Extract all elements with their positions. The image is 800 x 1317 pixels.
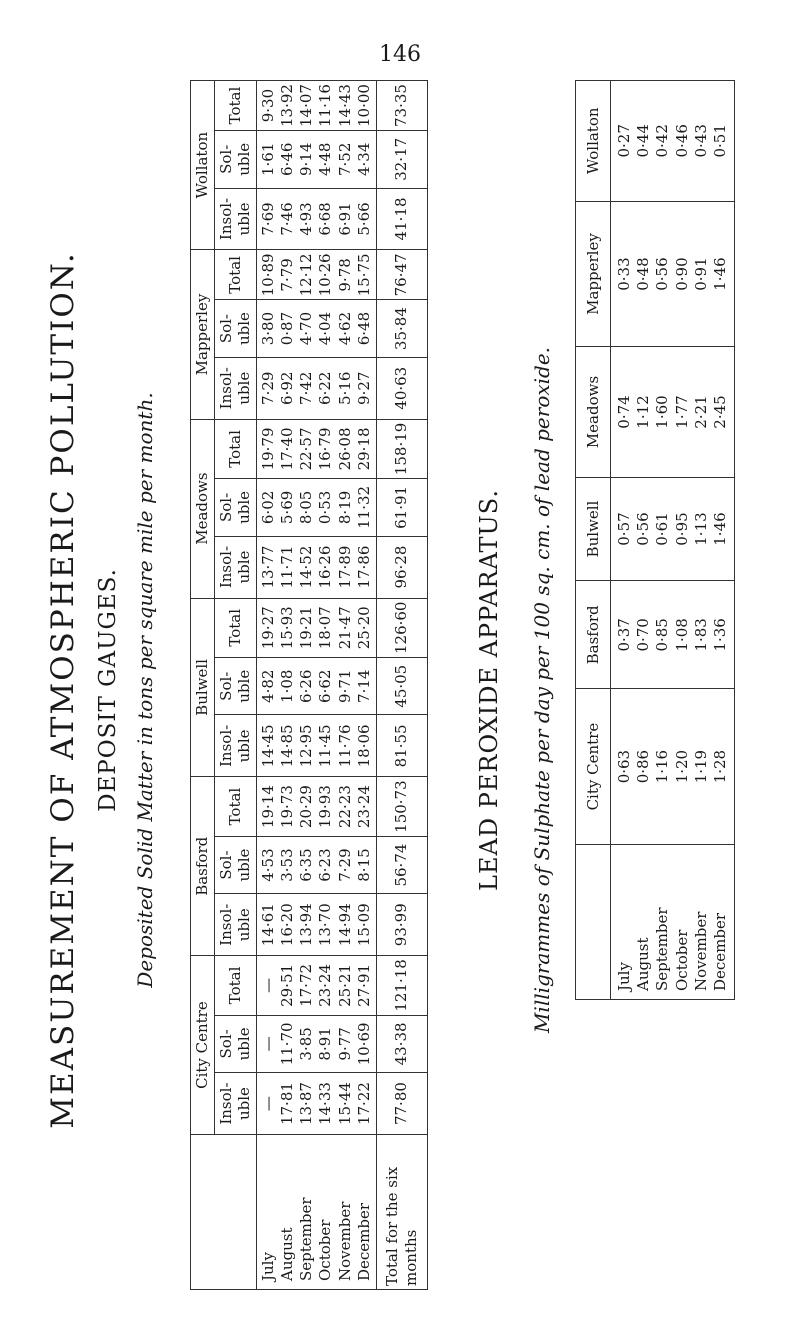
total-value: 61·91 (376, 479, 427, 536)
value-cell: 3·53 (277, 848, 296, 882)
month-label: December (710, 912, 729, 991)
month-label: November (335, 1201, 354, 1281)
value-cell: 5·66 (354, 202, 373, 236)
deposit-subcolumn-header-row (215, 81, 257, 1290)
value-cell: 20·29 (297, 785, 316, 829)
value-column (256, 250, 376, 300)
value-cell: 15·75 (354, 253, 373, 297)
value-cell: 11·71 (277, 545, 296, 589)
deposit-data-row (256, 81, 376, 1290)
lead-table-body (611, 81, 735, 1000)
month-label: October (316, 1219, 335, 1281)
value-cell: 0·95 (672, 512, 691, 546)
month-label: November (691, 911, 710, 991)
value-column (256, 1073, 376, 1135)
station-header: Mapperley (576, 201, 611, 347)
value-cell: 17·40 (277, 427, 296, 471)
value-cell: 18·07 (316, 606, 335, 650)
value-cell: 6·23 (316, 848, 335, 882)
station-header: City Centre (191, 956, 215, 1135)
section-heading-deposit: DEPOSIT GAUGES. (95, 568, 121, 812)
value-cell: 23·24 (316, 963, 335, 1007)
value-cell: 0·42 (653, 124, 672, 158)
value-cell: 7·46 (277, 202, 296, 236)
value-cell: 3·80 (258, 311, 277, 346)
value-cell: 0·44 (634, 124, 653, 158)
value-column (256, 1015, 376, 1072)
value-cell: 12·12 (297, 253, 316, 297)
value-cell: 4·93 (297, 202, 316, 236)
value-column (256, 479, 376, 536)
value-cell: 4·34 (354, 142, 373, 176)
month-label: July (258, 1252, 277, 1281)
value-cell: 1·28 (710, 749, 729, 784)
subcolumn-header: Sol- uble (215, 131, 257, 188)
station-header: City Centre (576, 689, 611, 845)
value-cell: 15·09 (354, 903, 373, 947)
value-cell: 8·15 (354, 848, 373, 882)
subcolumn-header: Insol- uble (215, 715, 257, 777)
value-cell: 2·21 (691, 395, 710, 429)
value-column (256, 419, 376, 479)
value-cell: 6·46 (277, 142, 296, 176)
value-cell: 26·08 (335, 427, 354, 471)
station-header: Bulwell (191, 598, 215, 777)
value-cell: 14·94 (335, 903, 354, 947)
station-header: Wollaton (576, 81, 611, 202)
value-cell: 0·48 (634, 257, 653, 291)
value-cell: 1·16 (653, 749, 672, 784)
value-cell: 14·33 (316, 1082, 335, 1126)
value-cell: 13·87 (297, 1082, 316, 1126)
value-cell: 10·00 (354, 84, 373, 128)
deposit-caption: Deposited Solid Matter in tons per square mile per month. (133, 392, 157, 988)
value-cell: 19·73 (277, 785, 296, 829)
value-column (611, 81, 735, 202)
value-cell: 11·45 (316, 724, 335, 768)
value-column (611, 689, 735, 845)
subcolumn-header: Total (215, 777, 257, 837)
total-value: 32·17 (376, 131, 427, 188)
deposit-table (190, 80, 428, 1290)
value-cell: 23·24 (354, 785, 373, 829)
month-label: September (297, 1197, 316, 1281)
value-cell: 13·70 (316, 903, 335, 947)
value-cell: 19·21 (297, 606, 316, 650)
month-label: August (277, 1227, 296, 1281)
value-cell: 1·12 (634, 395, 653, 429)
lead-data-row (611, 81, 735, 1000)
total-value: 121·18 (376, 956, 427, 1016)
value-cell: 17·89 (335, 545, 354, 589)
value-cell: 6·22 (316, 371, 335, 405)
value-column (611, 347, 735, 477)
value-cell: 1·60 (653, 395, 672, 429)
value-cell: 21·47 (335, 606, 354, 650)
total-value: 77·80 (376, 1073, 427, 1135)
value-column (256, 658, 376, 715)
value-cell: 1·13 (691, 512, 710, 546)
value-cell: — (258, 977, 277, 993)
value-cell: 1·61 (258, 142, 277, 176)
total-label: Total for the six months (376, 1135, 427, 1290)
value-column (611, 477, 735, 581)
value-cell: 0·85 (653, 618, 672, 652)
value-cell: 10·69 (354, 1022, 373, 1066)
value-cell: 19·14 (258, 785, 277, 829)
value-cell: 9·71 (335, 669, 354, 703)
station-header: Bulwell (576, 477, 611, 581)
deposit-station-header-row (191, 81, 215, 1290)
value-cell: 6·48 (354, 311, 373, 346)
month-labels (611, 845, 735, 1000)
value-cell: 6·62 (316, 669, 335, 703)
value-cell: 11·76 (335, 724, 354, 768)
value-cell: 19·93 (316, 785, 335, 829)
value-cell: 8·19 (335, 490, 354, 525)
value-cell: 29·51 (277, 963, 296, 1007)
value-cell: 4·82 (258, 669, 277, 703)
value-cell: 15·93 (277, 606, 296, 650)
value-cell: 11·16 (316, 84, 335, 128)
value-cell: 6·02 (258, 490, 277, 525)
value-column (256, 188, 376, 250)
subcolumn-header: Sol- uble (215, 658, 257, 715)
subcolumn-header: Sol- uble (215, 1015, 257, 1072)
subcolumn-header: Sol- uble (215, 479, 257, 536)
value-cell: 6·35 (297, 848, 316, 882)
station-header: Basford (576, 581, 611, 689)
value-cell: 9·78 (335, 258, 354, 292)
value-cell: 0·57 (615, 512, 633, 546)
value-cell: 0·51 (710, 124, 729, 158)
value-cell: 25·20 (354, 606, 373, 650)
value-cell: 1·77 (672, 395, 691, 429)
value-column (256, 300, 376, 357)
value-column (256, 894, 376, 956)
month-header-blank (576, 845, 611, 1000)
deposit-table-body (256, 81, 428, 1290)
value-column (256, 836, 376, 893)
total-value: 93·99 (376, 894, 427, 956)
value-cell: 10·89 (258, 253, 277, 297)
subcolumn-header: Total (215, 419, 257, 479)
value-cell: 0·63 (615, 749, 633, 784)
value-column (611, 201, 735, 347)
value-cell: 12·95 (297, 724, 316, 768)
value-cell: 0·27 (615, 124, 633, 158)
page-title: MEASUREMENT OF ATMOSPHERIC POLLUTION. (45, 251, 81, 1129)
value-cell: 0·56 (653, 257, 672, 291)
lead-caption: Milligrammes of Sulphate per day per 100 sq. cm. of lead peroxide. (530, 346, 554, 1034)
value-cell: 17·81 (277, 1082, 296, 1126)
value-cell: 4·53 (258, 848, 277, 882)
total-value: 126·60 (376, 598, 427, 658)
total-value: 35·84 (376, 300, 427, 357)
value-cell: 19·79 (258, 427, 277, 471)
total-value: 76·47 (376, 250, 427, 300)
value-column (256, 956, 376, 1016)
value-cell: 2·45 (710, 395, 729, 429)
section-heading-lead: LEAD PEROXIDE APPARATUS. (475, 489, 503, 891)
value-cell: 16·79 (316, 427, 335, 471)
month-label: December (354, 1202, 373, 1281)
month-labels (256, 1135, 376, 1290)
total-value: 40·63 (376, 357, 427, 419)
value-cell: 14·61 (258, 903, 277, 947)
value-cell: 15·44 (335, 1082, 354, 1126)
page-number: 146 (379, 42, 421, 67)
value-cell: 7·29 (258, 371, 277, 405)
station-header: Meadows (191, 419, 215, 598)
value-cell: 5·69 (277, 490, 296, 525)
station-header: Meadows (576, 347, 611, 477)
value-cell: 1·46 (710, 512, 729, 546)
value-cell: 22·57 (297, 427, 316, 471)
value-cell: 1·83 (691, 618, 710, 652)
value-cell: 17·72 (297, 963, 316, 1007)
value-cell: 6·92 (277, 371, 296, 405)
total-value: 56·74 (376, 836, 427, 893)
value-cell: 11·32 (354, 485, 373, 529)
total-value: 45·05 (376, 658, 427, 715)
value-cell: 0·86 (634, 749, 653, 784)
value-cell: 7·52 (335, 142, 354, 176)
month-label: September (653, 907, 672, 991)
value-cell: 16·20 (277, 903, 296, 947)
value-cell: 25·21 (335, 963, 354, 1007)
total-value: 43·38 (376, 1015, 427, 1072)
month-label: July (615, 962, 633, 991)
value-cell: 0·91 (691, 257, 710, 291)
subcolumn-header: Sol- uble (215, 300, 257, 357)
month-label: October (672, 929, 691, 991)
value-column (256, 536, 376, 598)
value-cell: 0·43 (691, 124, 710, 158)
value-cell: — (258, 1096, 277, 1112)
total-value: 73·35 (376, 81, 427, 131)
value-cell: 29·18 (354, 427, 373, 471)
value-cell: 19·27 (258, 606, 277, 650)
value-cell: 4·04 (316, 311, 335, 346)
value-cell: 1·08 (277, 669, 296, 703)
value-column (256, 777, 376, 837)
value-cell: 7·42 (297, 371, 316, 405)
total-value: 96·28 (376, 536, 427, 598)
value-cell: 0·61 (653, 512, 672, 546)
value-cell: 14·43 (335, 84, 354, 128)
value-cell: 0·90 (672, 257, 691, 291)
subcolumn-header: Insol- uble (215, 894, 257, 956)
value-column (256, 715, 376, 777)
value-column (256, 81, 376, 131)
station-header: Basford (191, 777, 215, 956)
value-cell: 4·70 (297, 311, 316, 346)
subcolumn-header: Insol- uble (215, 357, 257, 419)
subcolumn-header: Total (215, 81, 257, 131)
value-cell: 6·68 (316, 202, 335, 236)
total-value: 41·18 (376, 188, 427, 250)
value-cell: 1·46 (710, 257, 729, 291)
total-value: 150·73 (376, 777, 427, 837)
value-cell: 0·74 (615, 395, 633, 429)
value-cell: 7·69 (258, 202, 277, 236)
value-column (611, 581, 735, 689)
value-cell: 0·56 (634, 512, 653, 546)
value-cell: 17·22 (354, 1082, 373, 1126)
lead-table (575, 80, 735, 1000)
value-cell: 9·27 (354, 371, 373, 405)
subcolumn-header: Insol- uble (215, 188, 257, 250)
value-cell: 13·94 (297, 903, 316, 947)
value-cell: 9·14 (297, 142, 316, 176)
month-label: August (634, 937, 653, 991)
value-cell: 0·37 (615, 618, 633, 652)
value-cell: 4·48 (316, 142, 335, 176)
value-cell: 8·91 (316, 1027, 335, 1061)
value-cell: 4·62 (335, 311, 354, 346)
value-cell: — (258, 1036, 277, 1052)
value-cell: 0·33 (615, 257, 633, 291)
value-cell: 1·08 (672, 618, 691, 652)
value-cell: 22·23 (335, 785, 354, 829)
station-header: Wollaton (191, 81, 215, 250)
value-cell: 0·70 (634, 618, 653, 652)
subcolumn-header: Total (215, 956, 257, 1016)
subcolumn-header: Sol- uble (215, 836, 257, 893)
value-cell: 0·46 (672, 124, 691, 158)
station-header: Mapperley (191, 250, 215, 419)
value-column (256, 131, 376, 188)
value-cell: 7·14 (354, 669, 373, 703)
value-cell: 13·92 (277, 84, 296, 128)
total-row (376, 81, 427, 1290)
value-cell: 0·53 (316, 490, 335, 525)
value-cell: 27·91 (354, 963, 373, 1007)
value-column (256, 598, 376, 658)
value-cell: 1·20 (672, 749, 691, 784)
value-cell: 7·79 (277, 258, 296, 292)
value-column (256, 357, 376, 419)
subcolumn-header: Total (215, 250, 257, 300)
month-header-blank (191, 1135, 257, 1290)
value-cell: 3·85 (297, 1027, 316, 1061)
value-cell: 14·85 (277, 724, 296, 768)
rotated-content (0, 70, 800, 1300)
subcolumn-header: Insol- uble (215, 1073, 257, 1135)
value-cell: 10·26 (316, 253, 335, 297)
value-cell: 1·19 (691, 749, 710, 784)
lead-header-row (576, 81, 611, 1000)
value-cell: 7·29 (335, 848, 354, 882)
value-cell: 9·77 (335, 1027, 354, 1061)
value-cell: 0·87 (277, 311, 296, 346)
value-cell: 13·77 (258, 545, 277, 589)
value-cell: 1·36 (710, 618, 729, 652)
value-cell: 18·06 (354, 724, 373, 768)
value-cell: 14·45 (258, 724, 277, 768)
total-value: 158·19 (376, 419, 427, 479)
value-cell: 6·91 (335, 202, 354, 236)
subcolumn-header: Total (215, 598, 257, 658)
value-cell: 5·16 (335, 371, 354, 405)
value-cell: 16·26 (316, 545, 335, 589)
value-cell: 17·86 (354, 545, 373, 589)
value-cell: 8·05 (297, 490, 316, 525)
value-cell: 14·52 (297, 545, 316, 589)
value-cell: 14·07 (297, 84, 316, 128)
value-cell: 11·70 (277, 1022, 296, 1066)
subcolumn-header: Insol- uble (215, 536, 257, 598)
value-cell: 6·26 (297, 669, 316, 703)
total-value: 81·55 (376, 715, 427, 777)
value-cell: 9·30 (258, 88, 277, 123)
